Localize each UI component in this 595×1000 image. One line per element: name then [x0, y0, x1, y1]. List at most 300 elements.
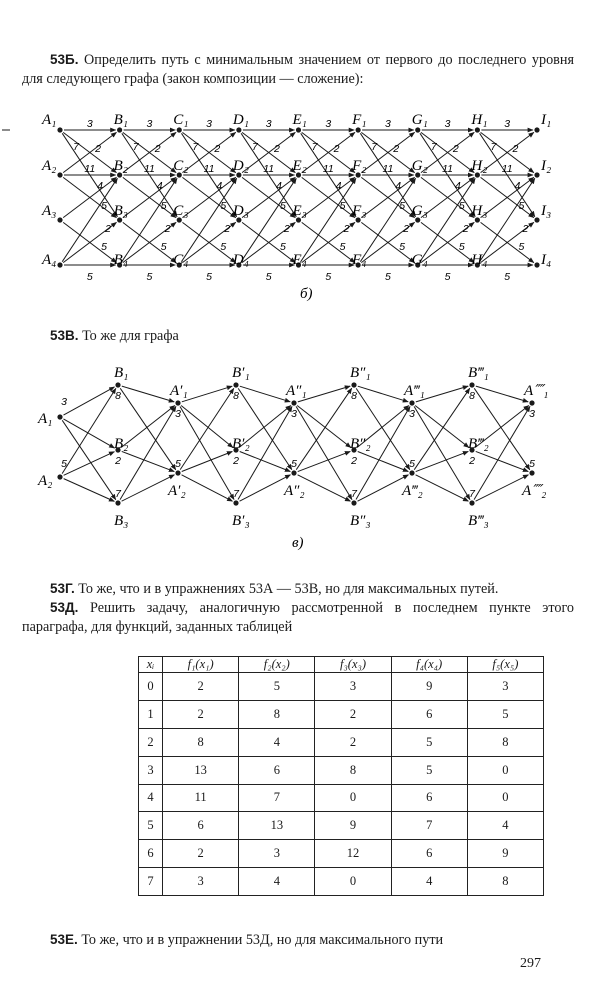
table-cell: 2: [315, 700, 391, 728]
table-header-row: [139, 657, 544, 673]
node-label: C₂: [173, 158, 189, 174]
edge-weight: 11: [143, 163, 155, 175]
graph-edge: [120, 388, 175, 469]
graph-node: [233, 500, 238, 505]
edge-weight: 5: [279, 241, 286, 253]
table-cell: 5: [239, 673, 315, 701]
edge-weight: 7: [192, 141, 199, 153]
table-cell: 2: [163, 700, 239, 728]
graph-edge: [476, 386, 528, 402]
graph-node: [469, 382, 474, 387]
exercise-number: 53В.: [50, 328, 79, 343]
node-label: B″₁: [350, 365, 371, 381]
table-row: [139, 673, 544, 701]
table-cell: 5: [391, 756, 467, 784]
graph-edge: [358, 451, 409, 471]
figure-label: в): [292, 535, 304, 551]
edge-weight: 2: [393, 143, 400, 155]
table-cell: 8: [315, 756, 391, 784]
node-label: G₃: [411, 203, 428, 219]
edge-weight: 11: [322, 163, 334, 175]
table-cell: 3: [163, 868, 239, 896]
edge-weight: 5: [339, 200, 346, 212]
graph-node: [529, 470, 534, 475]
table-cell: 7: [391, 812, 467, 840]
graph-node: [356, 127, 361, 132]
table-cell: 7: [239, 784, 315, 812]
edge-weight: 5: [458, 241, 465, 253]
edge-weight: 11: [263, 163, 275, 175]
graph-figure-b: [0, 100, 595, 305]
table-cell: 3: [239, 840, 315, 868]
graph-node: [534, 172, 539, 177]
table-row: [139, 868, 544, 896]
table-cell: 0: [139, 673, 163, 701]
edge-weight: 5: [279, 200, 286, 212]
graph-node: [351, 500, 356, 505]
node-label: A₁: [42, 112, 57, 128]
edge-weight: 8: [115, 390, 121, 402]
graph-edge: [238, 388, 292, 469]
node-label: B₂: [113, 158, 129, 174]
table-row: [139, 728, 544, 756]
graph-edge: [181, 178, 236, 261]
graph-edge: [182, 475, 233, 501]
edge-weight: 5: [385, 271, 391, 283]
graph-edge: [64, 387, 115, 415]
node-label: A‴₁: [404, 383, 425, 399]
edge-weight: 7: [233, 488, 239, 500]
edge-weight: 4: [514, 180, 521, 192]
edge-weight: 3: [265, 118, 272, 130]
table-cell: 6: [391, 840, 467, 868]
edge-weight: 2: [214, 143, 221, 155]
edge-weight: 2: [522, 223, 529, 235]
table-cell: 13: [239, 812, 315, 840]
edge-weight: 11: [442, 163, 454, 175]
graph-node: [57, 172, 62, 177]
table-cell: 6: [163, 812, 239, 840]
edge-weight: 8: [233, 390, 239, 402]
edge-weight: 2: [154, 143, 161, 155]
table-cell: 0: [315, 868, 391, 896]
graph-node: [475, 127, 480, 132]
graph-node: [117, 127, 122, 132]
edge-weight: 5: [86, 271, 93, 283]
edge-weight: 7: [469, 488, 475, 500]
edge-weight: 3: [444, 118, 451, 130]
table-cell: 5: [467, 700, 543, 728]
graph-edge: [240, 386, 290, 402]
table-cell: 4: [239, 728, 315, 756]
edge-weight: 3: [61, 396, 67, 408]
exercise-text: То же, что и в упражнениях 53А — 53В, но для максимальных путей.: [78, 581, 499, 597]
graph-edge: [358, 475, 409, 501]
header-f5: f₅(x₅): [467, 657, 543, 673]
graph-node: [236, 127, 241, 132]
edge-weight: 5: [518, 241, 525, 253]
table-cell: 8: [467, 728, 543, 756]
node-label: F₃: [352, 203, 367, 219]
node-label: A⁗₁: [524, 383, 549, 399]
edge-weight: 5: [518, 200, 525, 212]
node-label: I₃: [541, 203, 552, 219]
node-label: A″₂: [284, 483, 305, 499]
node-label: E₄: [292, 252, 307, 268]
table-row: [139, 700, 544, 728]
graph-edge: [122, 451, 175, 471]
edge-weight: 7: [73, 141, 79, 153]
node-label: H₂: [471, 158, 488, 174]
table-row: [139, 784, 544, 812]
table-cell: 12: [315, 840, 391, 868]
graph-node: [115, 382, 120, 387]
table-cell: 2: [163, 840, 239, 868]
edge-weight: 7: [132, 141, 139, 153]
graph-node: [296, 127, 301, 132]
table-cell: 4: [239, 868, 315, 896]
edge-weight: 5: [409, 458, 415, 470]
graph-node: [57, 474, 62, 479]
graph-node: [469, 500, 474, 505]
edge-weight: 7: [430, 141, 437, 153]
node-label: B′₂: [232, 436, 250, 452]
graph-edge: [182, 386, 232, 402]
node-label: G₄: [411, 252, 428, 268]
exercise-text: Определить путь с минимальным значением от первого до последнего уровня для следующего графа (закон композиции — сложение):: [22, 52, 574, 87]
node-label: A₂: [38, 473, 53, 489]
node-label: B₃: [113, 203, 129, 219]
edge-weight: 5: [160, 200, 167, 212]
edge-weight: 5: [220, 241, 227, 253]
table-row: [139, 840, 544, 868]
header-f2: f₂(x₂): [239, 657, 315, 673]
node-label: I₄: [541, 252, 552, 268]
edge-weight: 5: [101, 241, 107, 253]
edge-weight: 5: [101, 200, 107, 212]
table-cell: 0: [315, 784, 391, 812]
graph-node: [534, 217, 539, 222]
graph-edge: [480, 178, 535, 261]
edge-weight: 11: [501, 163, 513, 175]
graph-node: [57, 262, 62, 267]
table-cell: 3: [467, 673, 543, 701]
graph-node: [57, 127, 62, 132]
function-table: [138, 656, 544, 896]
table-cell: 11: [163, 784, 239, 812]
exercise-number: 53Г.: [50, 581, 75, 596]
graph-node: [177, 127, 182, 132]
graph-edge: [64, 452, 115, 476]
node-label: B₁: [114, 365, 129, 381]
edge-weight: 7: [311, 141, 318, 153]
node-label: A₁: [38, 411, 53, 427]
edge-weight: 2: [233, 455, 239, 467]
node-label: B‴₂: [468, 436, 489, 452]
graph-edge: [297, 405, 351, 447]
edge-weight: 2: [224, 223, 231, 235]
graph-edge: [474, 388, 529, 469]
graph-node: [57, 414, 62, 419]
graph-node: [409, 400, 414, 405]
node-label: E₂: [292, 158, 307, 174]
table-cell: 13: [163, 756, 239, 784]
graph-node: [534, 262, 539, 267]
graph-edge: [181, 406, 233, 448]
graph-edge: [358, 386, 408, 402]
edge-weight: 5: [444, 271, 451, 283]
graph-edge: [298, 475, 351, 501]
edge-weight: 2: [452, 143, 459, 155]
graph-node: [534, 127, 539, 132]
exercise-53e: [50, 930, 580, 950]
table-cell: 6: [239, 756, 315, 784]
figure-label: б): [300, 286, 313, 302]
node-label: E₃: [292, 203, 307, 219]
table-cell: 2: [163, 673, 239, 701]
node-label: A‴₂: [402, 483, 423, 499]
exercise-text: То же для графа: [82, 328, 179, 344]
node-label: C₃: [173, 203, 189, 219]
edge-weight: 7: [115, 488, 121, 500]
edge-weight: 5: [504, 271, 511, 283]
edge-weight: 3: [529, 408, 535, 420]
node-label: H₁: [471, 112, 488, 128]
node-label: B″₂: [350, 436, 371, 452]
exercise-text: Решить задачу, аналогичную рассмотренной в последнем пункте этого параграфа, для функций, заданных таблицей: [22, 600, 575, 635]
exercise-53d: [22, 598, 574, 637]
exercise-53g: [50, 579, 580, 599]
graph-edge: [62, 178, 117, 261]
edge-weight: 5: [339, 241, 346, 253]
edge-weight: 11: [203, 163, 215, 175]
graph-edge: [182, 451, 233, 471]
exercise-number: 53Б.: [50, 52, 79, 67]
node-label: A″₁: [286, 383, 307, 399]
edge-weight: 8: [469, 390, 475, 402]
node-label: E₁: [292, 112, 307, 128]
graph-node: [175, 400, 180, 405]
edge-weight: 5: [399, 200, 406, 212]
edge-weight: 3: [206, 118, 212, 130]
graph-edge: [122, 178, 177, 261]
edge-weight: 5: [291, 458, 297, 470]
node-label: I₂: [541, 158, 552, 174]
edge-weight: 7: [490, 141, 497, 153]
table-cell: 4: [467, 812, 543, 840]
table-cell: 6: [391, 784, 467, 812]
node-label: C₄: [173, 252, 189, 268]
table-cell: 6: [139, 840, 163, 868]
graph-edge: [241, 178, 296, 261]
graph-edge: [416, 475, 469, 501]
edge-weight: 2: [115, 455, 121, 467]
edge-weight: 5: [175, 458, 181, 470]
graph-edge: [415, 405, 469, 447]
edge-weight: 5: [220, 200, 227, 212]
edge-weight: 2: [512, 143, 519, 155]
table-cell: 9: [315, 812, 391, 840]
edge-weight: 3: [291, 408, 297, 420]
graph-node: [351, 382, 356, 387]
table-cell: 8: [163, 728, 239, 756]
header-f1: f₁(x₁): [163, 657, 239, 673]
graph-edge: [416, 451, 469, 471]
graph-edge: [476, 451, 529, 471]
node-label: G₂: [411, 158, 428, 174]
edge-weight: 4: [275, 180, 282, 192]
table-cell: 8: [467, 868, 543, 896]
node-label: B₃: [114, 513, 129, 529]
node-label: D₄: [232, 252, 249, 268]
graph-edge: [420, 178, 475, 261]
edge-weight: 3: [385, 118, 391, 130]
edge-weight: 3: [325, 118, 332, 130]
graph-node: [291, 470, 296, 475]
graph-edge: [476, 475, 529, 501]
node-label: B‴₁: [468, 365, 489, 381]
exercise-text: То же, что и в упражнении 53Д, но для максимального пути: [81, 932, 444, 948]
edge-weight: 5: [265, 271, 272, 283]
header-f3: f₃(x₃): [315, 657, 391, 673]
graph-node: [115, 500, 120, 505]
graph-edge: [296, 388, 351, 469]
header-f4: f₄(x₄): [391, 657, 467, 673]
edge-weight: 5: [146, 271, 153, 283]
node-label: B‴₃: [468, 513, 489, 529]
edge-weight: 2: [462, 223, 469, 235]
edge-weight: 2: [164, 223, 171, 235]
node-label: A₄: [42, 252, 57, 268]
edge-weight: 5: [325, 271, 332, 283]
node-label: A′₁: [170, 383, 188, 399]
graph-edge: [122, 475, 175, 501]
edge-weight: 4: [395, 180, 402, 192]
edge-weight: 5: [206, 271, 212, 283]
node-label: B₁: [113, 112, 129, 128]
exercise-number: 53Е.: [50, 932, 78, 947]
node-label: A⁗₂: [522, 483, 547, 499]
edge-weight: 3: [146, 118, 153, 130]
exercise-number: 53Д.: [50, 600, 79, 615]
node-label: D₂: [232, 158, 249, 174]
edge-weight: 5: [61, 458, 67, 470]
edge-weight: 7: [251, 141, 258, 153]
node-label: A′₂: [168, 483, 186, 499]
table-cell: 3: [139, 756, 163, 784]
table-cell: 0: [467, 756, 543, 784]
edge-weight: 2: [333, 143, 340, 155]
node-label: B′₃: [232, 513, 250, 529]
node-label: D₁: [232, 112, 249, 128]
graph-node: [291, 400, 296, 405]
table-cell: 3: [315, 673, 391, 701]
table-cell: 2: [315, 728, 391, 756]
node-label: D₃: [232, 203, 249, 219]
table-cell: 7: [139, 868, 163, 896]
edge-weight: 3: [86, 118, 93, 130]
edge-weight: 5: [399, 241, 406, 253]
table-cell: 6: [391, 700, 467, 728]
edge-weight: 7: [371, 141, 378, 153]
node-label: F₁: [352, 112, 367, 128]
table-cell: 5: [139, 812, 163, 840]
table-cell: 5: [391, 728, 467, 756]
edge-weight: 5: [160, 241, 167, 253]
edge-weight: 2: [105, 223, 111, 235]
table-cell: 4: [391, 868, 467, 896]
edge-weight: 7: [351, 488, 357, 500]
node-label: B₄: [113, 252, 129, 268]
edge-weight: 5: [458, 200, 465, 212]
edge-weight: 5: [529, 458, 535, 470]
graph-edge: [122, 386, 174, 402]
edge-weight: 4: [97, 180, 103, 192]
graph-edge: [121, 405, 175, 447]
node-label: F₄: [352, 252, 367, 268]
node-label: F₂: [352, 158, 367, 174]
edge-weight: 4: [335, 180, 342, 192]
graph-node: [409, 470, 414, 475]
graph-edge: [360, 178, 415, 261]
table-cell: 8: [239, 700, 315, 728]
exercise-53v: [50, 326, 570, 346]
edge-weight: 4: [454, 180, 461, 192]
table-cell: 0: [467, 784, 543, 812]
node-label: A₃: [42, 203, 57, 219]
edge-weight: 2: [283, 223, 290, 235]
table-cell: 9: [391, 673, 467, 701]
node-label: B₂: [114, 436, 129, 452]
page-number: 297: [520, 956, 541, 971]
graph-edge: [240, 451, 291, 471]
table-cell: 1: [139, 700, 163, 728]
graph-edge: [301, 178, 356, 261]
edge-weight: 4: [156, 180, 163, 192]
graph-edge: [356, 388, 410, 469]
graph-node: [233, 382, 238, 387]
table-cell: 4: [139, 784, 163, 812]
header-x: xᵢ: [139, 657, 163, 673]
graph-node: [529, 400, 534, 405]
graph-edge: [64, 479, 115, 502]
graph-edge: [180, 406, 234, 499]
table-row: [139, 812, 544, 840]
edge-weight: 2: [273, 143, 280, 155]
graph-node: [57, 217, 62, 222]
table-cell: 9: [467, 840, 543, 868]
edge-weight: 3: [409, 408, 415, 420]
edge-weight: 8: [351, 390, 357, 402]
edge-weight: 3: [175, 408, 181, 420]
edge-weight: 2: [403, 223, 410, 235]
node-label: B″₃: [350, 513, 371, 529]
edge-weight: 3: [504, 118, 511, 130]
table-cell: 2: [139, 728, 163, 756]
graph-edge: [180, 388, 234, 469]
exercise-53b: [22, 50, 574, 89]
edge-weight: 4: [216, 180, 223, 192]
graph-node: [175, 470, 180, 475]
graph-edge: [414, 388, 469, 469]
edge-weight: 2: [351, 455, 357, 467]
graph-figure-v: [0, 355, 595, 555]
node-label: A₂: [42, 158, 57, 174]
node-label: C₁: [173, 112, 189, 128]
edge-weight: 2: [95, 143, 101, 155]
table-row: [139, 756, 544, 784]
node-label: H₄: [471, 252, 488, 268]
